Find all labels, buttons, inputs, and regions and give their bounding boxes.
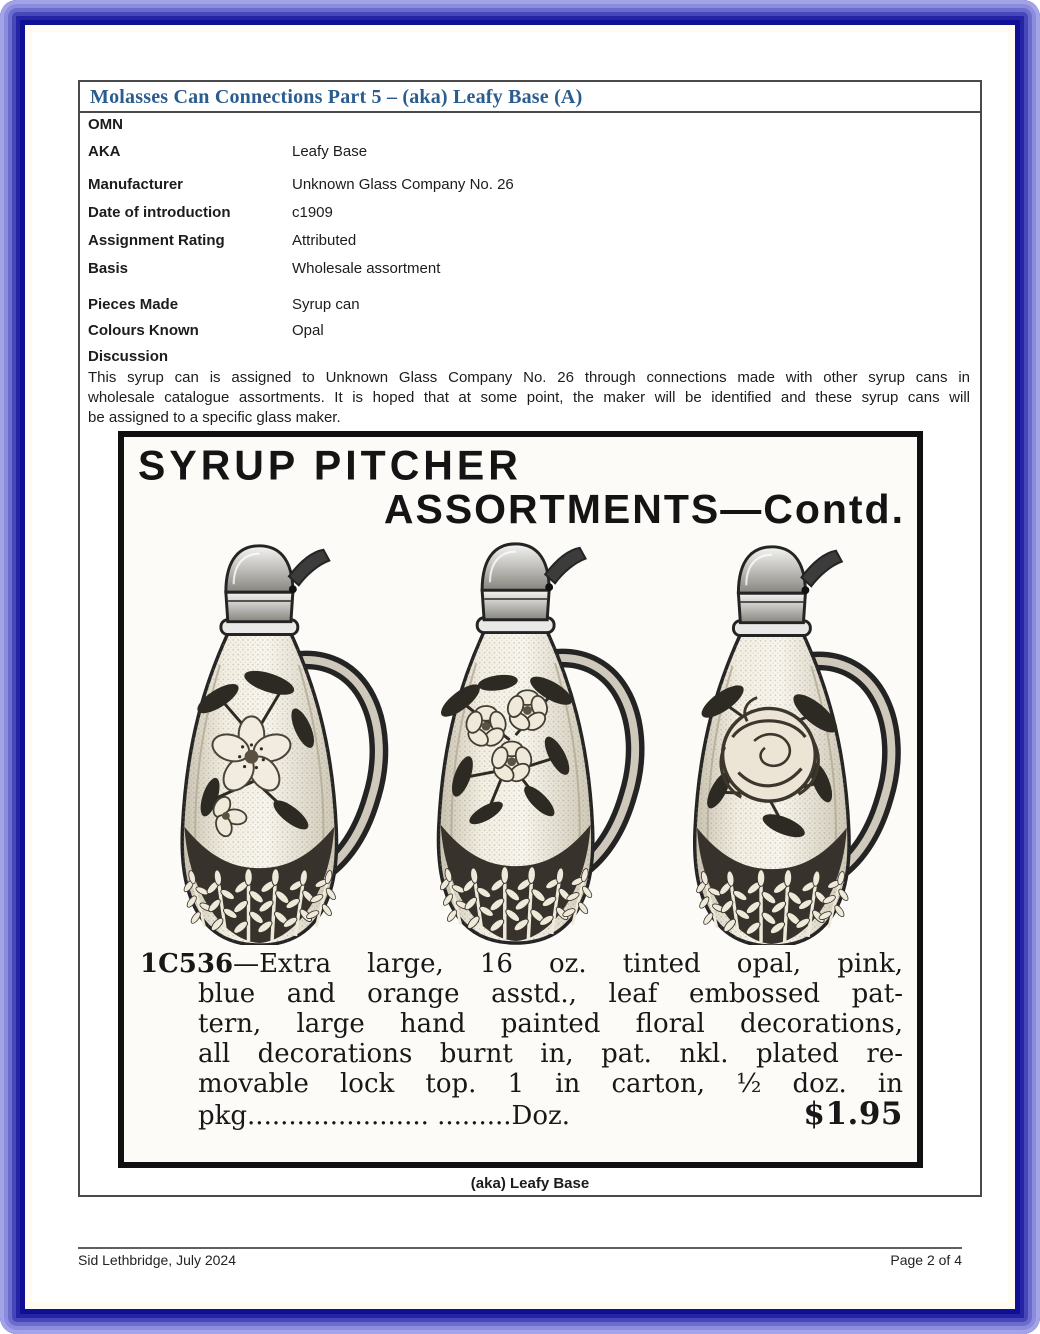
field-value: Attributed — [292, 232, 357, 249]
field-row-omn — [88, 116, 970, 134]
field-value: Leafy Base — [292, 143, 368, 160]
field-value: Wholesale assortment — [292, 260, 441, 277]
field-value: Opal — [292, 322, 324, 339]
field-label: Colours Known — [88, 322, 199, 339]
listing-line: tern, large hand painted floral decorations, — [198, 1009, 903, 1039]
listing-line: 1C536—Extra large, 16 oz. tinted opal, pink, — [140, 949, 903, 979]
field-label: Manufacturer — [88, 176, 184, 193]
field-row-manufacturer — [88, 176, 970, 194]
page-title: Molasses Can Connections Part 5 – (aka) Leafy Base (A) — [90, 86, 583, 108]
document-box — [78, 80, 982, 1197]
syrup-pitchers-illustration — [134, 533, 915, 945]
field-value: Unknown Glass Company No. 26 — [292, 176, 514, 193]
discussion-line: This syrup can is assigned to Unknown Glass Company No. 26 through connections made with other syrup cans in — [88, 369, 970, 386]
field-row-basis — [88, 260, 970, 278]
page-footer — [78, 1252, 962, 1268]
field-label: OMN — [88, 116, 123, 133]
field-row-pieces — [88, 296, 970, 314]
field-row-rating — [88, 232, 970, 250]
catalogue-headline-1: SYRUP PITCHER — [138, 441, 522, 489]
discussion-line: be assigned to a specific glass maker. — [88, 409, 341, 426]
catalogue-figure — [118, 431, 923, 1168]
field-value: c1909 — [292, 204, 333, 221]
field-label: Pieces Made — [88, 296, 179, 313]
title-bar — [80, 82, 980, 113]
field-row-colours — [88, 322, 970, 340]
field-row-aka — [88, 143, 970, 161]
item-code: 1C536 — [140, 949, 234, 979]
field-row-date — [88, 204, 970, 222]
listing-line: blue and orange asstd., leaf embossed pat- — [198, 979, 903, 1009]
field-table — [80, 113, 980, 428]
discussion-heading: Discussion — [88, 348, 169, 365]
footer-divider — [78, 1247, 962, 1249]
field-label: Basis — [88, 260, 129, 277]
dot-leader: pkg...................... .........Doz. — [198, 1101, 570, 1131]
field-value: Syrup can — [292, 296, 360, 313]
listing-line-price — [140, 1096, 903, 1132]
catalogue-listing — [140, 949, 903, 1131]
field-label: AKA — [88, 143, 121, 160]
listing-line: movable lock top. 1 in carton, ½ doz. in — [198, 1069, 903, 1099]
field-value — [292, 116, 970, 134]
footer-author-date: Sid Lethbridge, July 2024 — [78, 1252, 236, 1268]
listing-line: all decorations burnt in, pat. nkl. plated re- — [198, 1039, 903, 1069]
price: $1.95 — [803, 1096, 903, 1132]
footer-page-number: Page 2 of 4 — [890, 1252, 962, 1268]
discussion-line: wholesale catalogue assortments. It is hoped that at some point, the maker will be identified and these syrup cans will — [88, 389, 970, 406]
figure-caption: (aka) Leafy Base — [470, 1175, 590, 1192]
field-label: Date of introduction — [88, 204, 231, 221]
catalogue-headline-2: ASSORTMENTS—Contd. — [383, 486, 905, 532]
field-label: Assignment Rating — [88, 232, 225, 249]
